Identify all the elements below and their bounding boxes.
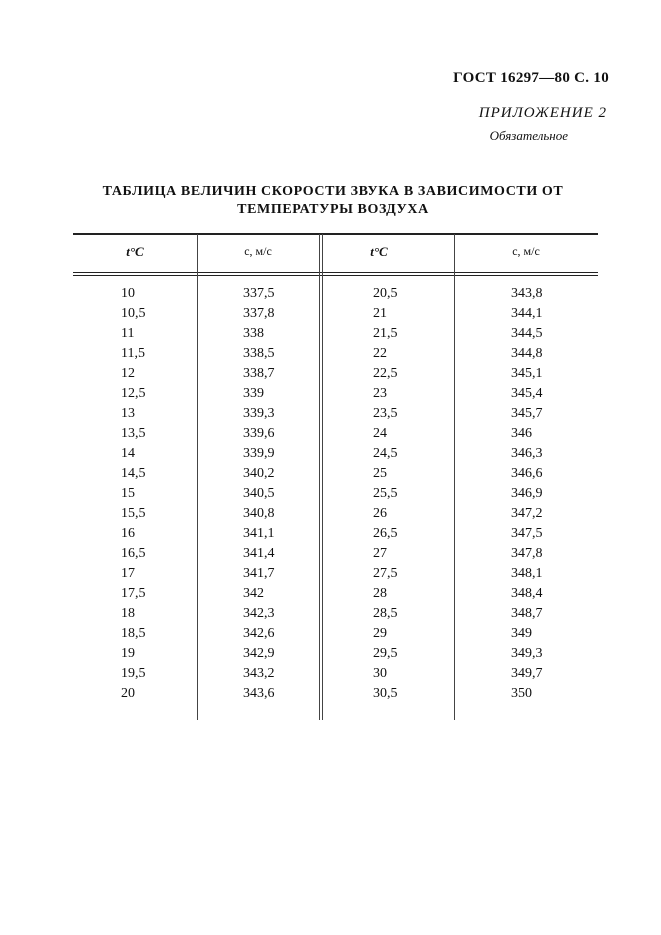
header-temperature-1: t°C [126, 244, 144, 259]
cell-temperature: 11 [121, 326, 135, 341]
cell-temperature: 15 [121, 486, 135, 501]
cell-speed: 343,8 [511, 286, 543, 301]
table-row [73, 406, 598, 426]
cell-temperature: 19 [121, 646, 135, 661]
cell-speed: 343,6 [243, 686, 275, 701]
cell-temperature: 12 [121, 366, 135, 381]
cell-temperature: 26,5 [373, 526, 398, 541]
cell-speed: 349,7 [511, 666, 543, 681]
cell-speed: 339,6 [243, 426, 275, 441]
cell-speed: 338,7 [243, 366, 275, 381]
cell-temperature: 24,5 [373, 446, 398, 461]
table-row [73, 426, 598, 446]
cell-speed: 341,1 [243, 526, 275, 541]
cell-speed: 338 [243, 326, 264, 341]
cell-speed: 344,8 [511, 346, 543, 361]
cell-speed: 337,5 [243, 286, 275, 301]
cell-speed: 348,4 [511, 586, 543, 601]
header-temperature-2: t°C [370, 244, 388, 259]
cell-speed: 345,7 [511, 406, 543, 421]
header-speed-1: c, м/с [244, 244, 272, 258]
table-top-rule [73, 233, 598, 235]
cell-speed: 343,2 [243, 666, 275, 681]
appendix-label: ПРИЛОЖЕНИЕ 2 [478, 105, 607, 121]
cell-temperature: 27 [373, 546, 387, 561]
cell-temperature: 24 [373, 426, 387, 441]
cell-speed: 341,7 [243, 566, 275, 581]
cell-speed: 340,5 [243, 486, 275, 501]
cell-temperature: 12,5 [121, 386, 146, 401]
cell-speed: 344,5 [511, 326, 543, 341]
cell-speed: 345,4 [511, 386, 543, 401]
cell-temperature: 20 [121, 686, 135, 701]
table-row [73, 286, 598, 306]
table-row [73, 566, 598, 586]
cell-temperature: 16,5 [121, 546, 146, 561]
cell-speed: 347,5 [511, 526, 543, 541]
table-row [73, 386, 598, 406]
cell-temperature: 18,5 [121, 626, 146, 641]
cell-temperature: 18 [121, 606, 135, 621]
table-row [73, 546, 598, 566]
cell-temperature: 22 [373, 346, 387, 361]
cell-temperature: 26 [373, 506, 387, 521]
cell-speed: 346 [511, 426, 532, 441]
speed-of-sound-table [73, 230, 598, 720]
table-row [73, 446, 598, 466]
cell-temperature: 13 [121, 406, 135, 421]
cell-speed: 341,4 [243, 546, 275, 561]
table-row [73, 326, 598, 346]
table-row [73, 486, 598, 506]
cell-speed: 342 [243, 586, 264, 601]
cell-speed: 348,1 [511, 566, 543, 581]
table-body [73, 286, 598, 706]
cell-temperature: 11,5 [121, 346, 145, 361]
cell-speed: 339 [243, 386, 264, 401]
cell-temperature: 21 [373, 306, 387, 321]
cell-speed: 342,3 [243, 606, 275, 621]
cell-speed: 346,9 [511, 486, 543, 501]
table-title [70, 183, 596, 219]
cell-speed: 339,9 [243, 446, 275, 461]
cell-temperature: 21,5 [373, 326, 398, 341]
cell-speed: 350 [511, 686, 532, 701]
cell-speed: 342,9 [243, 646, 275, 661]
cell-temperature: 15,5 [121, 506, 146, 521]
table-row [73, 606, 598, 626]
cell-temperature: 14,5 [121, 466, 146, 481]
table-row [73, 626, 598, 646]
table-row [73, 646, 598, 666]
cell-speed: 340,2 [243, 466, 275, 481]
header-speed-2: c, м/с [512, 244, 540, 258]
cell-speed: 339,3 [243, 406, 275, 421]
cell-temperature: 10 [121, 286, 135, 301]
cell-temperature: 28 [373, 586, 387, 601]
cell-speed: 344,1 [511, 306, 543, 321]
table-row [73, 666, 598, 686]
cell-speed: 347,2 [511, 506, 543, 521]
cell-temperature: 20,5 [373, 286, 398, 301]
table-title-line-1: ТАБЛИЦА ВЕЛИЧИН СКОРОСТИ ЗВУКА В ЗАВИСИМОСТИ ОТ [102, 184, 564, 199]
cell-speed: 340,8 [243, 506, 275, 521]
cell-temperature: 30,5 [373, 686, 398, 701]
cell-speed: 337,8 [243, 306, 275, 321]
document-code: ГОСТ 16297—80 С. 10 [453, 70, 609, 86]
table-row [73, 586, 598, 606]
cell-speed: 346,3 [511, 446, 543, 461]
table-row [73, 686, 598, 706]
cell-temperature: 29 [373, 626, 387, 641]
table-row [73, 346, 598, 366]
cell-temperature: 10,5 [121, 306, 146, 321]
cell-temperature: 22,5 [373, 366, 398, 381]
mandatory-label: Обязательное [489, 128, 568, 143]
cell-temperature: 16 [121, 526, 135, 541]
cell-temperature: 25,5 [373, 486, 398, 501]
cell-temperature: 23 [373, 386, 387, 401]
cell-speed: 346,6 [511, 466, 543, 481]
table-row [73, 526, 598, 546]
table-header-rule [73, 272, 598, 273]
cell-temperature: 25 [373, 466, 387, 481]
cell-temperature: 29,5 [373, 646, 398, 661]
cell-temperature: 28,5 [373, 606, 398, 621]
cell-speed: 347,8 [511, 546, 543, 561]
cell-temperature: 19,5 [121, 666, 146, 681]
cell-temperature: 17 [121, 566, 135, 581]
cell-speed: 349 [511, 626, 532, 641]
cell-speed: 342,6 [243, 626, 275, 641]
cell-temperature: 17,5 [121, 586, 146, 601]
cell-speed: 338,5 [243, 346, 275, 361]
cell-temperature: 23,5 [373, 406, 398, 421]
table-row [73, 466, 598, 486]
cell-temperature: 13,5 [121, 426, 146, 441]
table-row [73, 306, 598, 326]
cell-temperature: 30 [373, 666, 387, 681]
table-title-line-2: ТЕМПЕРАТУРЫ ВОЗДУХА [237, 202, 429, 217]
table-header-rule-2 [73, 275, 598, 276]
table-row [73, 366, 598, 386]
cell-temperature: 14 [121, 446, 135, 461]
cell-speed: 345,1 [511, 366, 543, 381]
table-row [73, 506, 598, 526]
cell-speed: 349,3 [511, 646, 543, 661]
cell-temperature: 27,5 [373, 566, 398, 581]
cell-speed: 348,7 [511, 606, 543, 621]
